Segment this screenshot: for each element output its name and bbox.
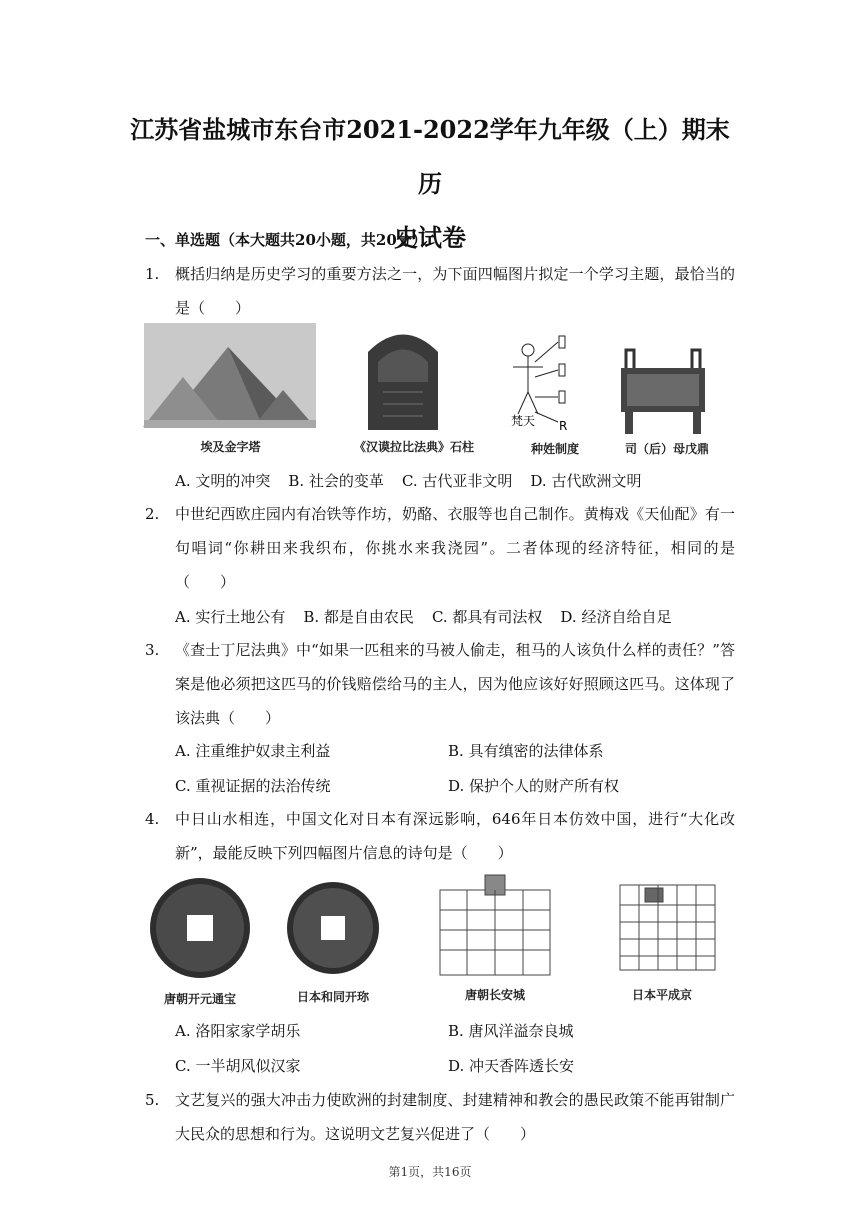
caste-diagram [513,336,565,422]
option-d[interactable]: D. 经济自给自足 [560,608,672,626]
option-b[interactable]: B. 社会的变革 [288,472,384,490]
question-text: 中世纪西欧庄园内有冶铁等作坊，奶酪、衣服等也自己制作。黄梅戏《天仙配》有一句唱词“你耕田来我织布，你挑水来我浇园”。二者体现的经济特征，相同的是（ ） [175,505,735,591]
q1-options [175,470,735,491]
question-number: 2. [145,505,160,523]
wadokaichin-coin-image [287,882,379,974]
q4-option-a[interactable]: A. 洛阳家家学胡乐 [175,1022,301,1040]
question-number: 5. [145,1091,160,1109]
q4-option-b[interactable]: B. 唐风洋溢奈良城 [448,1022,574,1040]
page-footer: 第1页，共16页 [388,1165,472,1179]
q1-caption-4: 司（后）母戊鼎 [624,442,709,456]
title-line-1: 江苏省盐城市东台市2021-2022学年九年级（上）期末历 [130,115,730,198]
question-4 [145,802,735,870]
question-number: 1. [145,265,160,283]
q4-caption-3: 唐朝长安城 [464,988,525,1002]
title-line-2: 史试卷 [394,223,466,252]
q1-caption-3: 种姓制度 [530,442,579,456]
changan-map-image [440,875,550,975]
q3-option-b[interactable]: B. 具有缜密的法律体系 [448,742,604,760]
option-c[interactable]: C. 都具有司法权 [431,608,543,626]
question-3 [145,633,735,735]
section-heading: 一、单选题（本大题共20小题，共20分） [145,231,427,249]
question-text: 概括归纳是历史学习的重要方法之一，为下面四幅图片拟定一个学习主题，最恰当的是（ ） [175,265,735,317]
question-text: 中日山水相连，中国文化对日本有深远影响，646年日本仿效中国，进行“大化改新”，最能反映下列四幅图片信息的诗句是（ ） [175,810,735,862]
q1-caption-1: 埃及金字塔 [200,440,261,454]
question-number: 4. [145,810,160,828]
kaiyuan-coin-image [150,878,250,978]
heijokyo-map-image [620,885,715,970]
question-2 [145,497,735,599]
q1-caption-2: 《汉谟拉比法典》石柱 [353,440,474,454]
ding-image [621,350,705,434]
q4-caption-4: 日本平成京 [631,988,692,1002]
q4-image-row [140,870,730,985]
q3-option-c[interactable]: C. 重视证据的法治传统 [175,777,331,795]
diagram-label-r: R [559,419,568,433]
q4-caption-1: 唐朝开元通宝 [163,992,236,1006]
q3-option-a[interactable]: A. 注重维护奴隶主利益 [175,742,331,760]
option-a[interactable]: A. 实行土地公有 [175,608,286,626]
question-1 [145,257,735,325]
option-c[interactable]: C. 古代亚非文明 [401,472,513,490]
q4-option-d[interactable]: D. 冲天香阵透长安 [448,1057,575,1075]
q4-caption-2: 日本和同开珎 [296,990,369,1004]
q4-option-c[interactable]: C. 一半胡风似汉家 [175,1057,301,1075]
q2-options [175,606,735,627]
q3-option-d[interactable]: D. 保护个人的财产所有权 [448,777,620,795]
question-number: 3. [145,641,160,659]
option-a[interactable]: A. 文明的冲突 [175,472,271,490]
diagram-label-fantian: 梵天 [511,414,536,428]
stele-image [368,335,438,431]
question-text: 文艺复兴的强大冲击力使欧洲的封建制度、封建精神和教会的愚民政策不能再钳制广大民众的思想和行为。这说明文艺复兴促进了（ ） [175,1091,735,1143]
option-b[interactable]: B. 都是自由农民 [303,608,414,626]
question-text: 《查士丁尼法典》中“如果一匹租来的马被人偷走，租马的人该负什么样的责任？”答案是他必须把这匹马的价钱赔偿给马的主人，因为他应该好好照顾这匹马。这体现了该法典（ ） [175,641,735,727]
option-d[interactable]: D. 古代欧洲文明 [530,472,642,490]
question-5 [145,1083,735,1151]
pyramid-image [143,323,316,428]
